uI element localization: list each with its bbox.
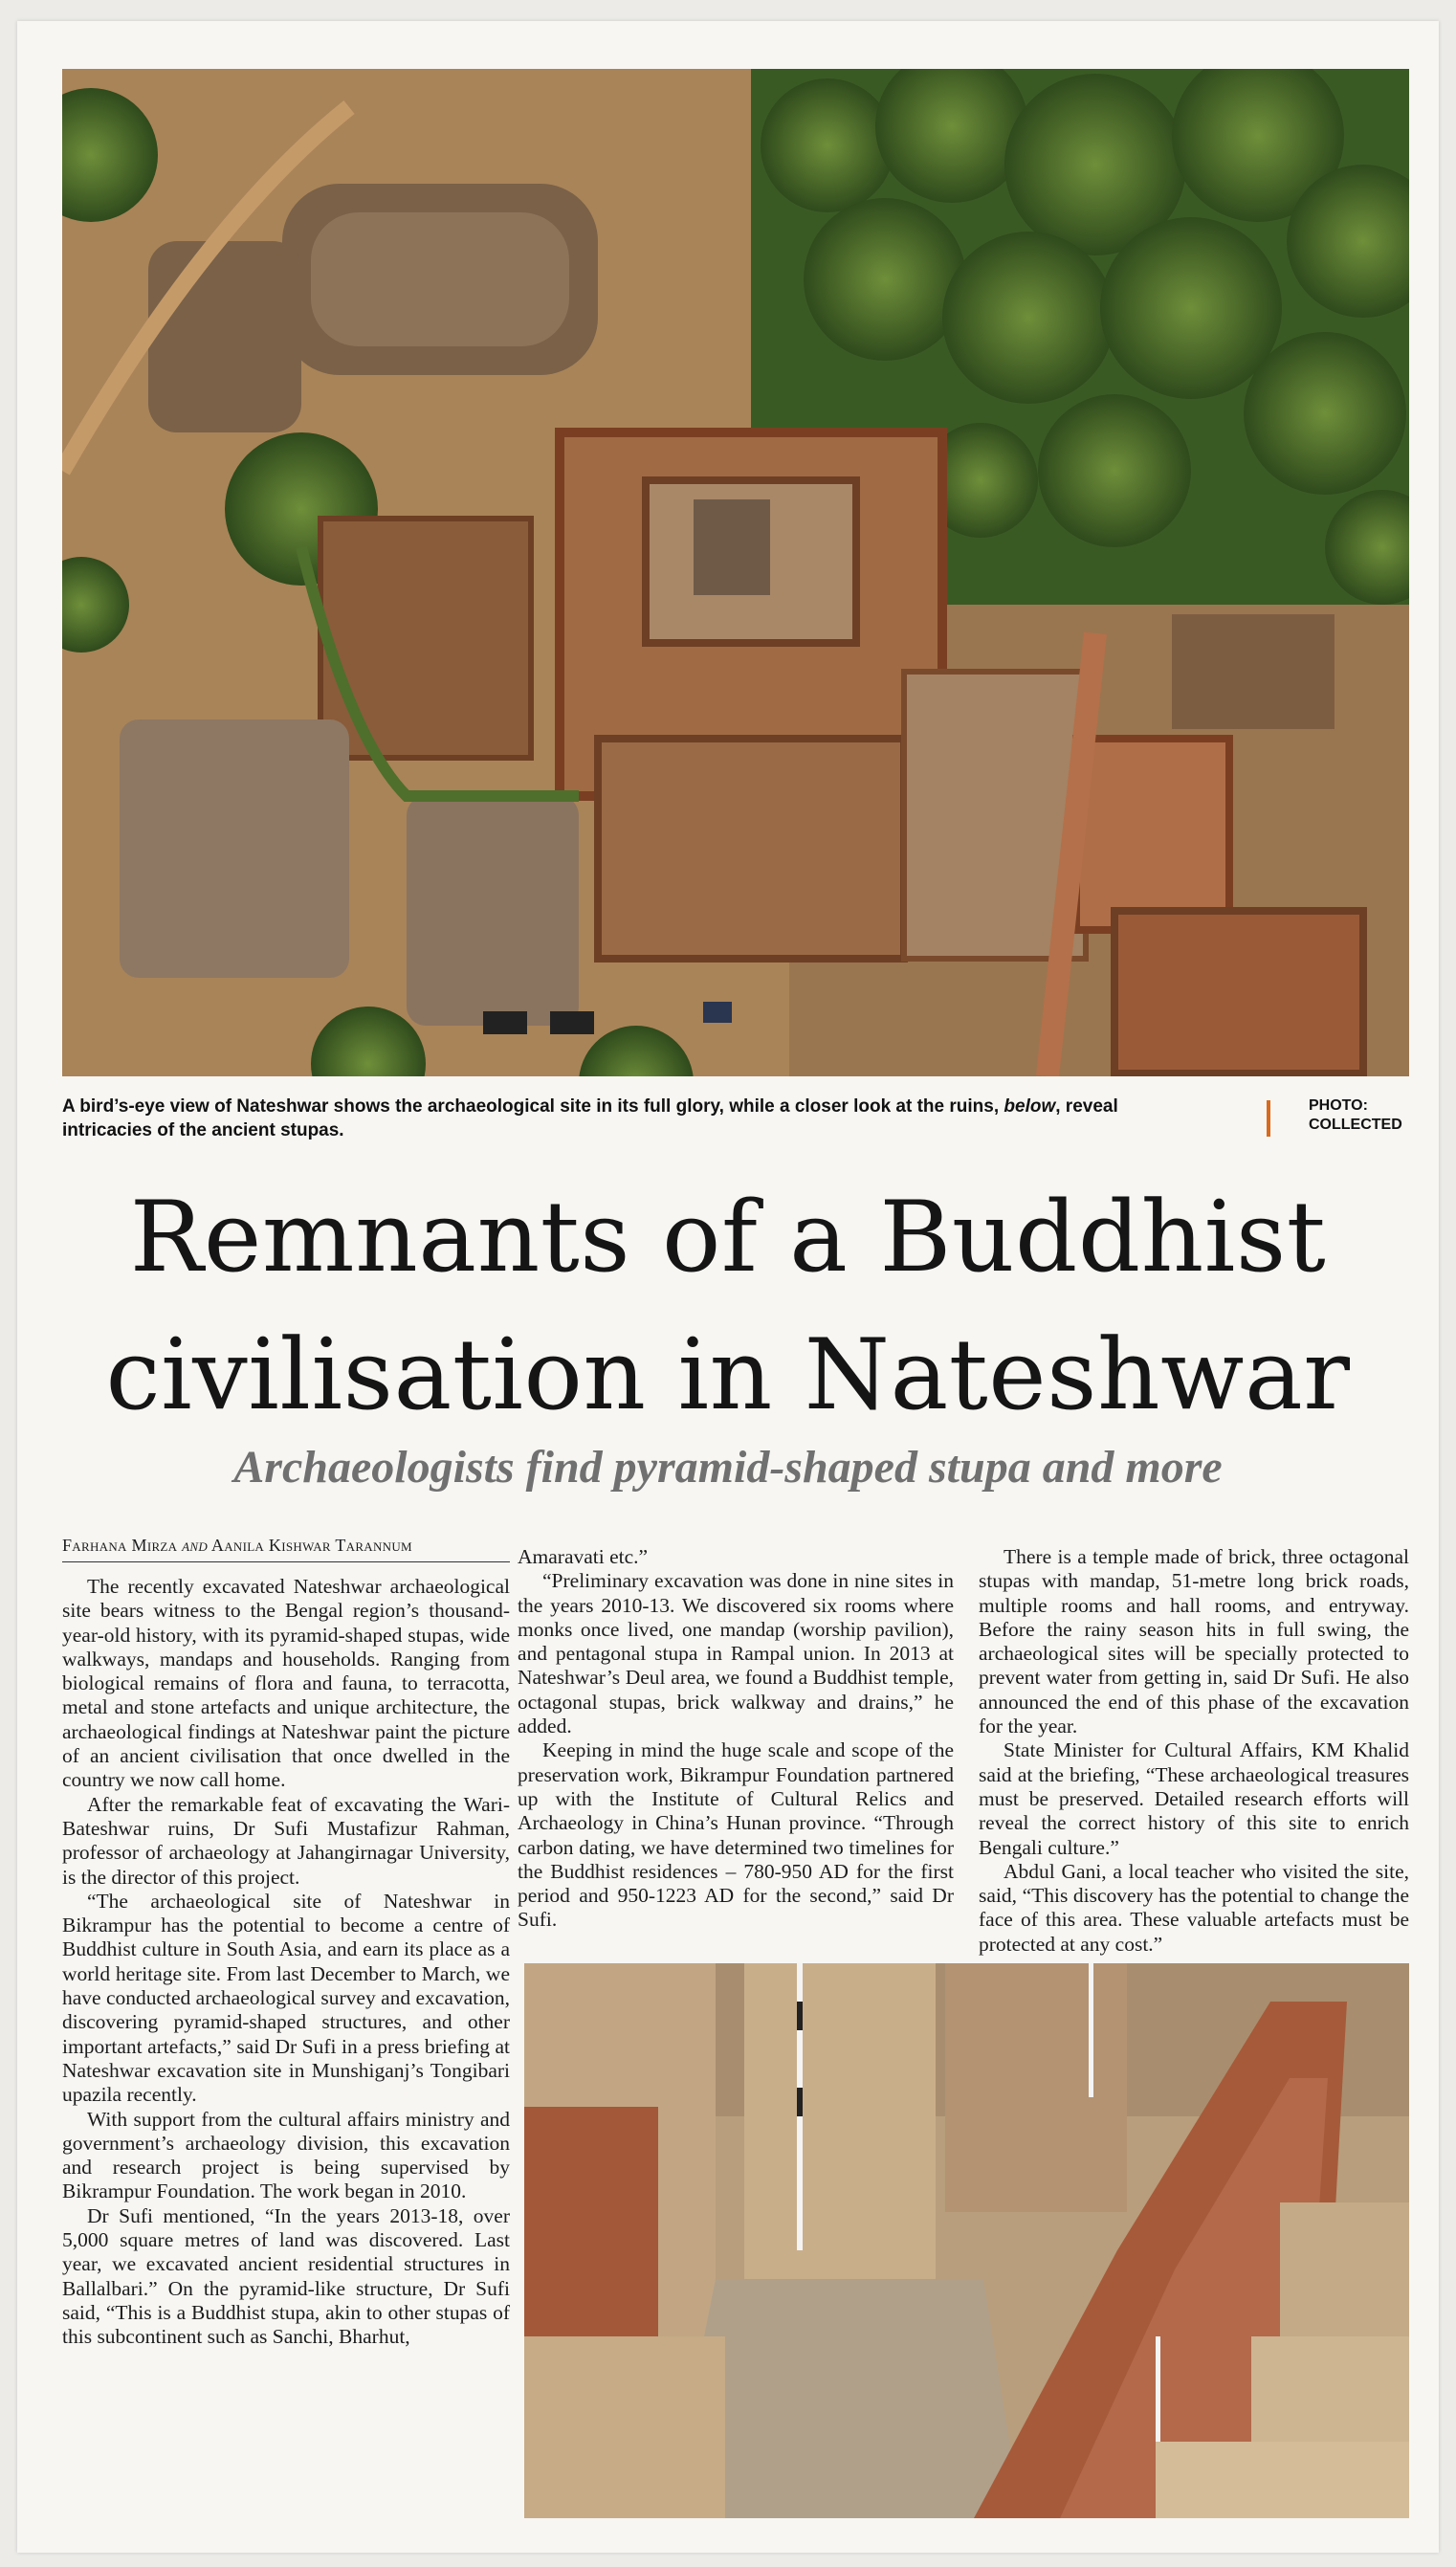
headline bbox=[17, 1169, 1439, 1445]
paragraph: There is a temple made of brick, three octagonal stupas with mandap, 51-metre long brick roads, multiple rooms and hall rooms, and entryway. Before the rainy season hits in full swing, the archaeological sites will be specially protected to prevent water from getting in, said Dr Sufi. He also announced the end of this phase of the excavation for the year. bbox=[979, 1545, 1409, 1738]
paragraph: Amaravati etc.” bbox=[518, 1545, 649, 1568]
subheadline: Archaeologists find pyramid-shaped stupa and more bbox=[233, 1442, 1223, 1493]
photo-caption bbox=[62, 1095, 1210, 1142]
headline-line-2: civilisation in Nateshwar bbox=[105, 1318, 1351, 1432]
paragraph: Abdul Gani, a local teacher who visited the site, said, “This discovery has the potential to change the face of this area. These valuable artefacts must be protected at any cost.” bbox=[979, 1859, 1409, 1956]
headline-line-1: Remnants of a Buddhist bbox=[129, 1181, 1327, 1295]
newspaper-page bbox=[17, 21, 1439, 2553]
paragraph: Keeping in mind the huge scale and scope of the preservation work, Bikrampur Foundation partnered up with the Institute of Cultural Relics and Archaeology in China’s Hunan province. “Through carbon dating, we have determined two timelines for the Buddhist residences – 780-950 AD for the first period and 950-1223 AD for the second,” said Dr Sufi. bbox=[518, 1738, 954, 1932]
paragraph: “The archaeological site of Nateshwar in Bikrampur has the potential to become a centre of Buddhist culture in South Asia, and earn its place as a world heritage site. From last December to March, we have conducted archaeological survey and excavation, discovering pyramid-shaped structures, and other important artefacts,” said Dr Sufi in a press briefing at Nateshwar excavation site in Munshiganj’s Tongibari upazila recently. bbox=[62, 1889, 511, 2107]
author-2: Aanila Kishwar Tarannum bbox=[210, 1536, 412, 1555]
photo-credit bbox=[1309, 1096, 1402, 1135]
paragraph: After the remarkable feat of excavating the Wari-Bateshwar ruins, Dr Sufi Mustafizur Rahman, professor of archaeology at Jahangirnagar University, is the director of this project. bbox=[62, 1792, 510, 1889]
byline-conjunction: and bbox=[182, 1536, 209, 1555]
paragraph: State Minister for Cultural Affairs, KM Khalid said at the briefing, “These archaeological treasures must be preserved. Detailed research efforts will reveal the correct history of this site to enrich Bengali culture.” bbox=[979, 1738, 1409, 1859]
paragraph: Dr Sufi mentioned, “In the years 2013-18, over 5,000 square metres of land was discovered. Last year, we excavated ancient residential structures in Ballalbari.” On the pyramid-like structure, Dr Sufi said, “This is a Buddhist stupa, akin to other stupas of this subcontinent such as Sanchi, Bharhut, bbox=[62, 2203, 510, 2349]
credit-line-1: PHOTO: bbox=[1309, 1097, 1368, 1114]
article-column-3 bbox=[979, 1545, 1409, 1957]
paragraph: The recently excavated Nateshwar archaeological site bears witness to the Bengal region’s thousand-year-old history, with its pyramid-shaped stupas, wide walkways, mandaps and households. Ranging from biological remains of flora and fauna, to terracotta, metal and stone artefacts and unique architecture, the archaeological findings at Nateshwar paint the picture of an ancient civilisation that once dwelled in the country we now call home. bbox=[62, 1575, 510, 1792]
author-1: Farhana Mirza bbox=[62, 1536, 178, 1555]
credit-line-2: COLLECTED bbox=[1309, 1117, 1402, 1133]
paragraph: “Preliminary excavation was done in nine sites in the years 2010-13. We discovered six rooms where monks once lived, one mandap (worship pavilion), and pentagonal stupa in Rampal union. In 2013 at Nateshwar’s Deul area, we found a Buddhist temple, octagonal stupas, brick walkway and drains,” he added. bbox=[518, 1569, 954, 1738]
article-column-1 bbox=[62, 1575, 510, 2350]
stupa-ruins-photo bbox=[524, 1963, 1409, 2518]
byline bbox=[62, 1536, 510, 1562]
caption-text-end: , reveal intricacies of the ancient stupas. bbox=[62, 1096, 1118, 1140]
caption-text-start: A bird’s-eye view of Nateshwar shows the archaeological site in its full glory, while a closer look at the ruins, bbox=[62, 1096, 1004, 1117]
article-column-2 bbox=[518, 1545, 954, 1933]
aerial-site-photo bbox=[62, 69, 1409, 1076]
paragraph: With support from the cultural affairs ministry and government’s archaeology division, this excavation and research project is being supervised by Bikrampur Foundation. The work began in 2010. bbox=[62, 2107, 510, 2203]
caption-italic: below bbox=[1004, 1096, 1056, 1117]
credit-divider bbox=[1267, 1100, 1270, 1137]
